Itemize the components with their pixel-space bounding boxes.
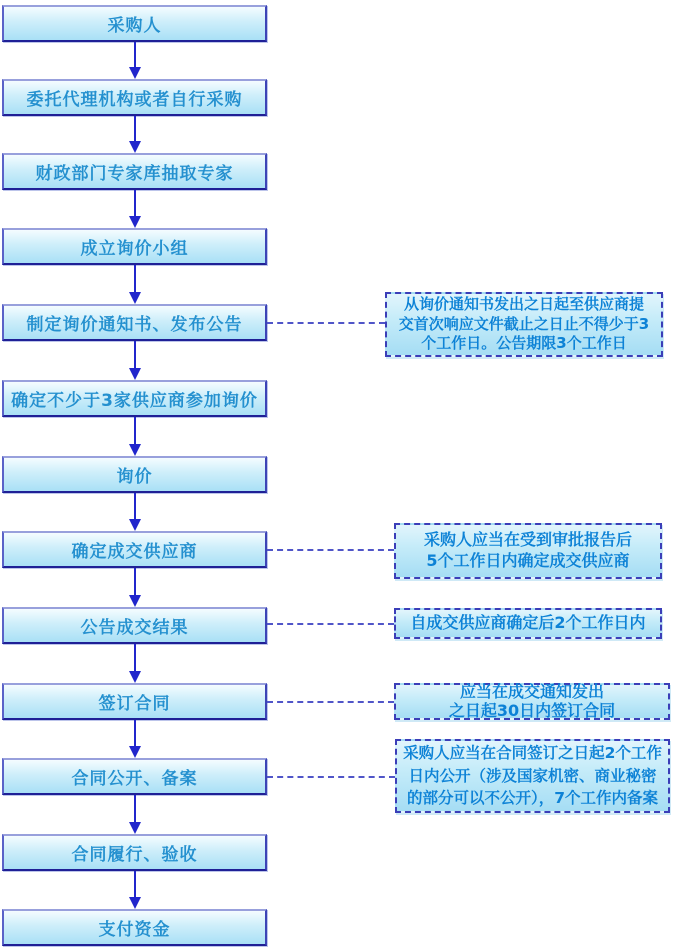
down-arrow-icon xyxy=(134,42,136,67)
flow-node-inquiry-notice: 制定询价通知书、发布公告 xyxy=(2,304,267,341)
down-arrow-icon xyxy=(129,444,141,456)
down-arrow-icon xyxy=(134,644,136,671)
annotation-announce-result-deadline: 自成交供应商确定后2个工作日内 xyxy=(394,608,662,639)
flow-node-contract-acceptance: 合同履行、验收 xyxy=(2,834,267,871)
down-arrow-icon xyxy=(134,493,136,519)
down-arrow-icon xyxy=(134,871,136,897)
flow-node-inquiry: 询价 xyxy=(2,456,267,493)
flow-node-contract-filing: 合同公开、备案 xyxy=(2,758,267,795)
down-arrow-icon xyxy=(134,190,136,216)
annotation-sign-contract-deadline: 应当在成交通知发出 之日起30日内签订合同 xyxy=(394,683,670,720)
flow-node-sign-contract: 签订合同 xyxy=(2,683,267,720)
down-arrow-icon xyxy=(134,568,136,595)
flow-node-form-inquiry-group: 成立询价小组 xyxy=(2,228,267,265)
annotation-determine-supplier-deadline: 采购人应当在受到审批报告后 5个工作日内确定成交供应商 xyxy=(394,523,662,579)
down-arrow-icon xyxy=(134,341,136,368)
dashed-connector xyxy=(267,701,394,703)
annotation-inquiry-notice-period: 从询价通知书发出之日起至供应商提 交首次响应文件截止之日止不得少于3 个工作日。公告期限3个工作日 xyxy=(385,292,663,357)
down-arrow-icon xyxy=(129,897,141,909)
down-arrow-icon xyxy=(129,141,141,153)
flow-node-expert-pool: 财政部门专家库抽取专家 xyxy=(2,153,267,190)
flow-node-determine-supplier: 确定成交供应商 xyxy=(2,531,267,568)
annotation-contract-filing-deadline: 采购人应当在合同签订之日起2个工作 日内公开（涉及国家机密、商业秘密 的部分可以不公开），7个工作内备案 xyxy=(395,739,670,813)
down-arrow-icon xyxy=(129,292,141,304)
down-arrow-icon xyxy=(129,519,141,531)
dashed-connector xyxy=(267,776,395,778)
flow-node-entrust-agency: 委托代理机构或者自行采购 xyxy=(2,79,267,116)
flow-node-pay-funds: 支付资金 xyxy=(2,909,267,946)
down-arrow-icon xyxy=(129,368,141,380)
down-arrow-icon xyxy=(129,822,141,834)
down-arrow-icon xyxy=(134,265,136,292)
down-arrow-icon xyxy=(129,746,141,758)
dashed-connector xyxy=(267,549,394,551)
down-arrow-icon xyxy=(134,795,136,822)
dashed-connector xyxy=(267,322,385,324)
flow-node-min-3-suppliers: 确定不少于3家供应商参加询价 xyxy=(2,380,267,417)
down-arrow-icon xyxy=(129,216,141,228)
down-arrow-icon xyxy=(134,116,136,141)
down-arrow-icon xyxy=(129,595,141,607)
down-arrow-icon xyxy=(134,720,136,746)
flow-node-announce-result: 公告成交结果 xyxy=(2,607,267,644)
down-arrow-icon xyxy=(129,671,141,683)
down-arrow-icon xyxy=(134,417,136,444)
flow-node-purchaser: 采购人 xyxy=(2,5,267,42)
down-arrow-icon xyxy=(129,67,141,79)
dashed-connector xyxy=(267,623,394,625)
